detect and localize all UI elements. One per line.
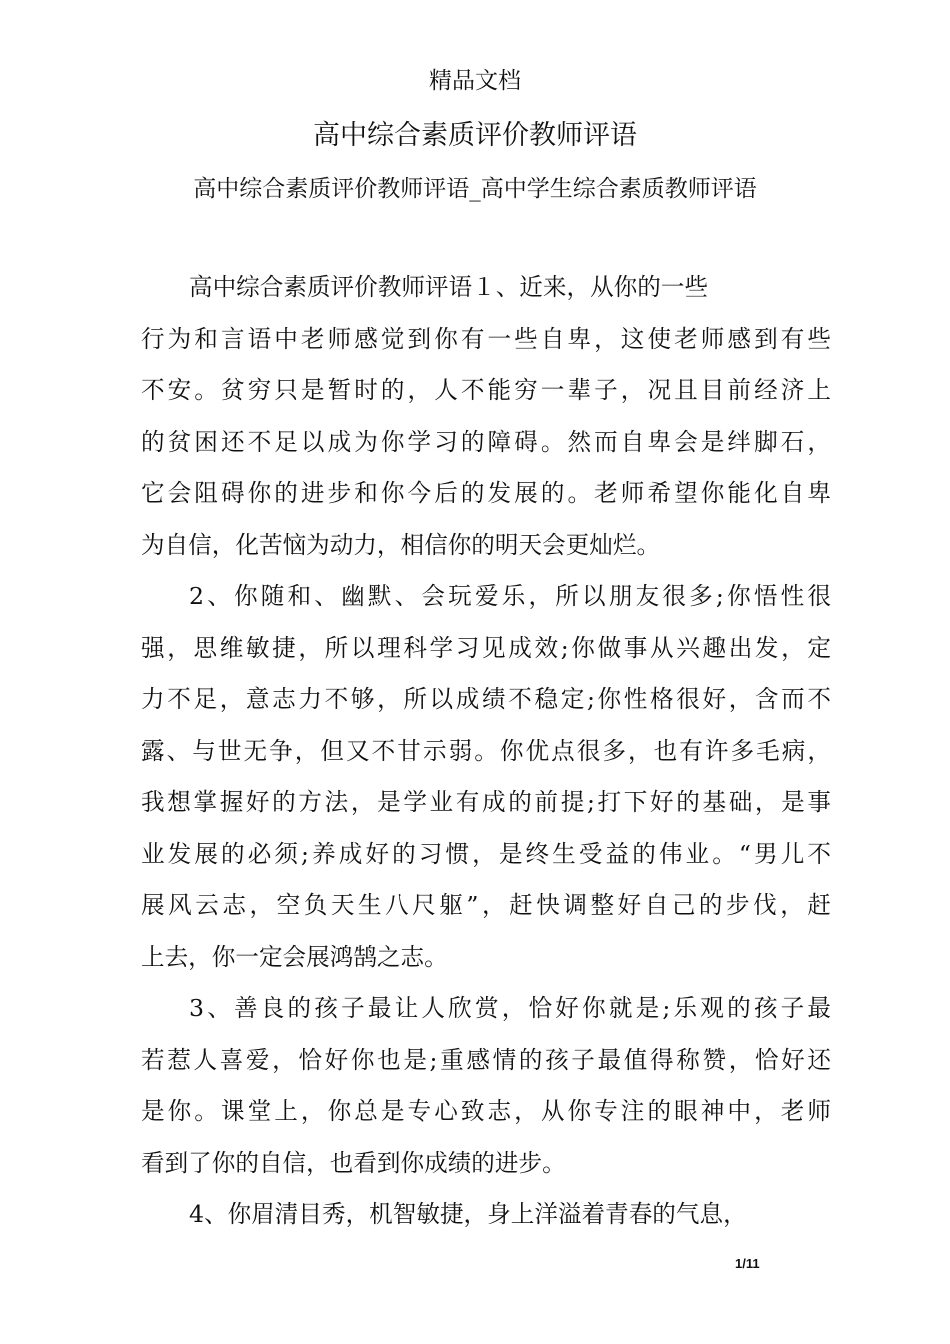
text-line: 2、你随和、幽默、会玩爱乐，所以朋友很多;你悟性很 — [189, 582, 831, 610]
text-line: 展风云志，空负天生八尺躯”，赶快调整好自己的步伐，赶 — [141, 891, 831, 919]
text-line: 露、与世无争，但又不甘示弱。你优点很多，也有许多毛病， — [141, 736, 831, 765]
document-header: 精品文档 — [429, 68, 521, 94]
document-subtitle: 高中综合素质评价教师评语_高中学生综合素质教师评语 — [193, 176, 757, 202]
text-line: 我想掌握好的方法，是学业有成的前提;打下好的基础，是事 — [141, 788, 831, 816]
text-line: 业发展的必须;养成好的习惯，是终生受益的伟业。“男儿不 — [141, 839, 831, 868]
text-line: 若惹人喜爱，恰好你也是;重感情的孩子最值得称赞，恰好还 — [141, 1045, 831, 1074]
text-line: 为自信，化苦恼为动力，相信你的明天会更灿烂。 — [141, 530, 661, 559]
page-number: 1/11 — [735, 1256, 760, 1271]
text-line: 上去，你一定会展鸿鹄之志。 — [141, 942, 448, 971]
text-line: 行为和言语中老师感觉到你有一些自卑，这使老师感到有些 — [141, 324, 831, 353]
text-line: 看到了你的自信，也看到你成绩的进步。 — [141, 1148, 566, 1177]
text-line: 高中综合素质评价教师评语１、近来，从你的一些 — [189, 273, 709, 301]
text-line: 不安。贫穷只是暂时的，人不能穷一辈子，况且目前经济上 — [141, 376, 831, 404]
document-body — [141, 262, 831, 1241]
text-line: 是你。课堂上，你总是专心致志，从你专注的眼神中，老师 — [141, 1097, 831, 1125]
text-line: 力不足，意志力不够，所以成绩不稳定;你性格很好，含而不 — [141, 685, 831, 713]
text-line: 它会阻碍你的进步和你今后的发展的。老师希望你能化自卑 — [141, 479, 831, 507]
text-line: 4、你眉清目秀，机智敏捷，身上洋溢着青春的气息， — [189, 1200, 747, 1228]
text-line: 的贫困还不足以成为你学习的障碍。然而自卑会是绊脚石， — [141, 427, 831, 456]
document-title: 高中综合素质评价教师评语 — [313, 120, 637, 151]
text-line: 3、善良的孩子最让人欣赏，恰好你就是;乐观的孩子最 — [189, 994, 831, 1022]
text-line: 强，思维敏捷，所以理科学习见成效;你做事从兴趣出发，定 — [141, 633, 831, 662]
